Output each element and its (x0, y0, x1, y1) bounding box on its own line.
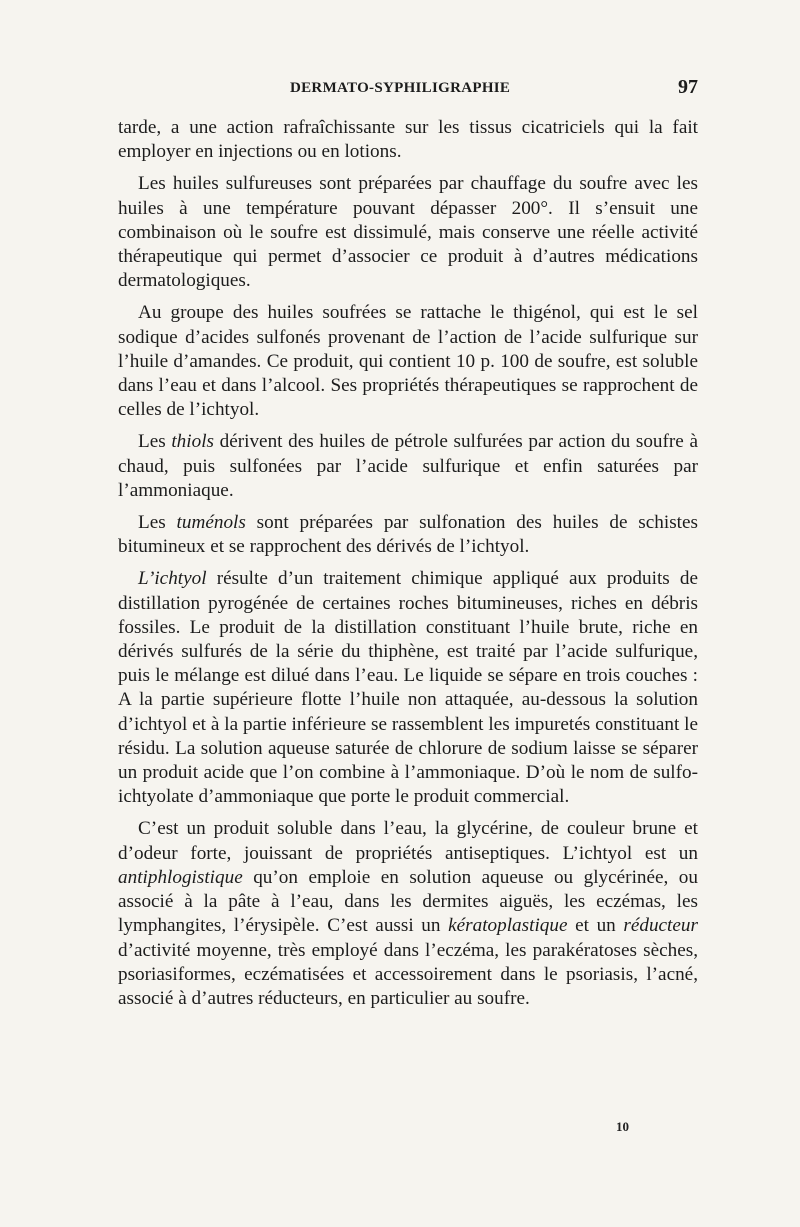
term-keratoplastique: kératoplastique (448, 915, 568, 937)
page-number: 97 (678, 76, 698, 98)
page-header (118, 76, 698, 102)
paragraph-huiles-sulfureuses: Les huiles sulfureuses sont préparées par chauffage du soufre avec les huiles à une température pouvant dépasser 200°. Il s’ensuit une combinaison où le soufre est dissimulé, mais conserve une réelle activité thérapeutique qui permet d’associer ce produit à d’autres médications dermatologiques. (118, 173, 698, 292)
paragraph-thiols: Les thiols dérivent des huiles de pétrole sulfurées par action du soufre à chaud, puis sulfonées par l’acide sulfurique et enfin saturées par l’ammoniaque. (118, 431, 698, 501)
paragraph-ichtyol-properties: C’est un produit soluble dans l’eau, la glycérine, de couleur brune et d’odeur forte, jouissant de propriétés antiseptiques. L’ichtyol est un antiphlogistique qu’on emploie en solution aqueuse ou glycérinée, ou associé à la pâte à l’eau, dans les dermites aiguës, les eczémas, les lymphangites, l’érysipèle. C’est aussi un kératoplastique et un réducteur d’activité moyenne, très employé dans l’eczéma, les parakératoses sèches, psoriasiformes, eczématisées et accessoirement dans le psoriasis, l’acné, associé à d’autres réducteurs, en particulier au soufre. (118, 818, 698, 1009)
paragraph-tumenols: Les tuménols sont préparées par sulfonation des huiles de schistes bitumineux et se rapprochent des dérivés de l’ichtyol. (118, 512, 698, 558)
paragraph-ichtyol: L’ichtyol résulte d’un traitement chimique appliqué aux produits de distillation pyrogénée de certaines roches bitumineuses, riches en débris fossiles. Le produit de la distillation constituant l’huile brute, riche en dérivés sulfurés de la série du thiphène, est traité par l’acide sulfurique, puis le mélange est dilué dans l’eau. Le liquide se sépare en trois couches : A la partie supérieure flotte l’huile non attaquée, au-dessous la solution d’ichtyol et à la partie inférieure se rassemblent les impuretés constituant le résidu. La solution aqueuse saturée de chlorure de sodium laisse se séparer un produit acide que l’on combine à l’ammoniaque. D’où le nom de sulfo-ichtyolate d’ammoniaque que porte le produit commercial. (118, 568, 698, 808)
signature-mark: 10 (616, 1119, 629, 1134)
paragraph-thigenol: Au groupe des huiles soufrées se rattache le thigénol, qui est le sel sodique d’acides sulfonés provenant de l’action de l’acide sulfurique sur l’huile d’amandes. Ce produit, qui contient 10 p. 100 de soufre, est soluble dans l’eau et dans l’alcool. Ses propriétés thérapeutiques se rapprochent de celles de l’ichtyol. (118, 302, 698, 421)
body-text (118, 116, 698, 1011)
paragraph-1: tarde, a une action rafraîchissante sur les tissus cicatriciels qui la fait employer en injections ou en lotions. (118, 117, 698, 163)
term-reducteur: réducteur (623, 915, 698, 937)
term-thiols: thiols (171, 431, 214, 453)
running-title: DERMATO-SYPHILIGRAPHIE (290, 80, 511, 96)
term-antiphlogistique: antiphlogistique (118, 866, 243, 888)
page (118, 76, 698, 1011)
term-ichtyol: L’ichtyol (138, 568, 207, 590)
term-tumenols: tuménols (176, 512, 246, 534)
